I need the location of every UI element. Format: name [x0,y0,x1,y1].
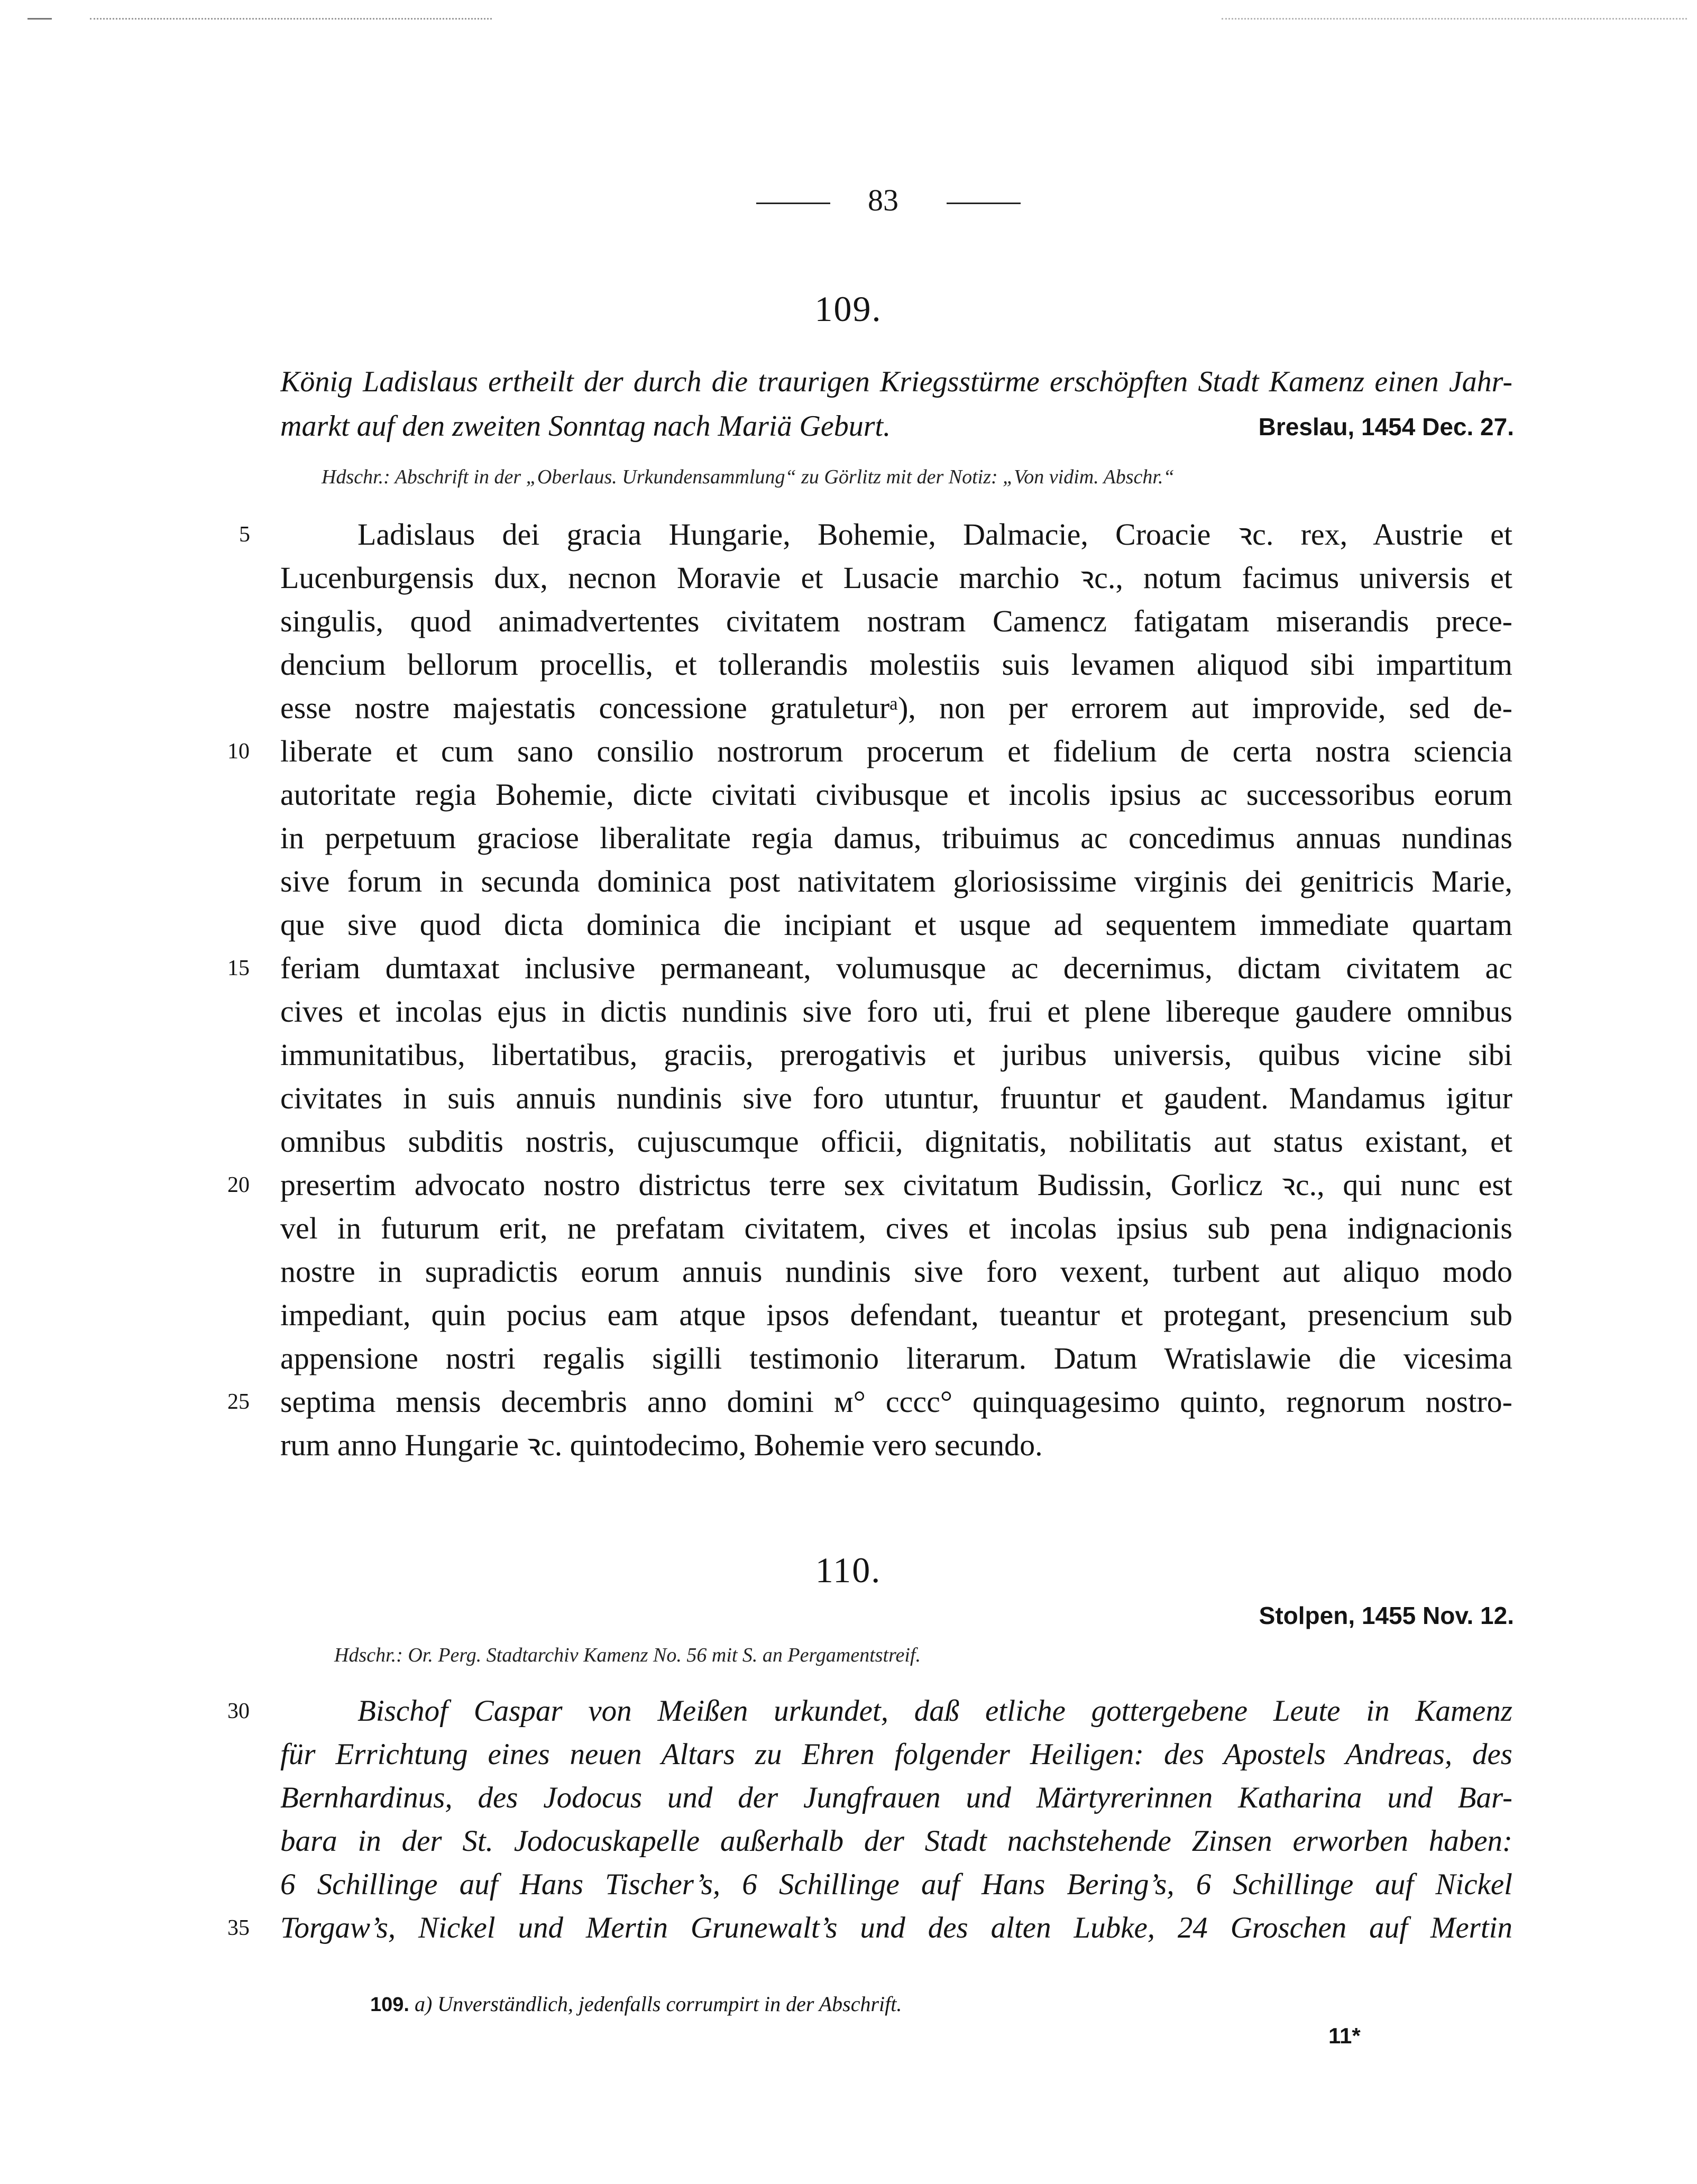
text-line: in perpetuum graciose liberalitate regia damus, tribuimus ac concedimus annuas nundinas [280,821,1512,855]
line-number: 5 [239,522,250,547]
text-line: singulis, quod animadvertentes civitatem nostram Camencz fatigatam miserandis prece- [280,604,1512,638]
footnote-ref: 109. [370,1994,409,2016]
text-line: sive forum in secunda dominica post nativitatem gloriosissime virginis dei genitricis Marie, [280,864,1512,898]
text-line: bara in der St. Jodocuskapelle außerhalb der Stadt nachstehende Zinsen erworben haben: [280,1824,1512,1858]
footnote [370,1992,902,2016]
text-line: liberate et cum sano consilio nostrorum procerum et fidelium de certa nostra sciencia [280,734,1512,768]
text-line: 6 Schillinge auf Hans Tischer’s, 6 Schillinge auf Hans Bering’s, 6 Schillinge auf Nickel [280,1868,1512,1901]
text-line: Bernhardinus, des Jodocus und der Jungfrauen und Märtyrerinnen Katharina und Bar- [280,1781,1512,1814]
line-number: 30 [227,1699,250,1723]
document-number-110: 110. [815,1550,882,1590]
text-line: esse nostre majestatis concessione gratuleturᵃ), non per errorem aut improvide, sed de- [280,691,1512,725]
text-line: für Errichtung eines neuen Altars zu Ehren folgender Heiligen: des Apostels Andreas, des [280,1738,1512,1771]
page-number-rule-right [947,203,1021,204]
text-line: Ladislaus dei gracia Hungarie, Bohemie, Dalmacie, Croacie ꝛc. rex, Austrie et [357,517,1512,552]
page-number: 83 [868,183,898,217]
text-line: vel in futurum erit, ne prefatam civitatem, cives et incolas ipsius sub pena indignacionis [280,1211,1512,1245]
date-109: Breslau, 1454 Dec. 27. [1258,413,1514,441]
date-110: Stolpen, 1455 Nov. 12. [1259,1602,1514,1629]
text-line: cives et incolas ejus in dictis nundinis sive foro uti, frui et plene libereque gaudere omnibus [280,994,1512,1029]
text-line: dencium bellorum procellis, et tollerandis molestiis suis levamen aliquod sibi impartitum [280,647,1512,682]
text-line: presertim advocato nostro districtus terre sex civitatum Budissin, Gorlicz ꝛc., qui nunc est [280,1168,1512,1202]
scan-edge-rule [1222,18,1687,20]
text-line: appensione nostri regalis sigilli testimonio literarum. Datum Wratislawie die vicesima [280,1341,1512,1375]
text-line: impediant, quin pocius eam atque ipsos defendant, tueantur et protegant, presencium sub [280,1298,1512,1332]
regest-109-line: König Ladislaus ertheilt der durch die traurigen Kriegsstürme erschöpften Stadt Kamenz einen Jahr- [280,365,1512,398]
page-number-rule-left [756,203,830,204]
text-line: Bischof Caspar von Meißen urkundet, daß etliche gottergebene Leute in Kamenz [357,1694,1512,1728]
scan-edge-rule [90,18,492,20]
regest-109-line: markt auf den zweiten Sonntag nach Mariä Geburt. [280,410,891,443]
text-line: immunitatibus, libertatibus, graciis, prerogativis et juribus universis, quibus vicine sibi [280,1038,1512,1072]
line-number: 15 [227,956,250,980]
line-number: 25 [227,1390,250,1414]
text-line: Lucenburgensis dux, necnon Moravie et Lusacie marchio ꝛc., notum facimus universis et [280,561,1512,595]
text-line: Torgaw’s, Nickel und Mertin Grunewalt’s und des alten Lubke, 24 Groschen auf Mertin [280,1911,1512,1944]
source-note-110: Hdschr.: Or. Perg. Stadtarchiv Kamenz No. 56 mit S. an Pergamentstreif. [334,1644,921,1666]
document-number-109: 109. [814,289,882,329]
text-line: omnibus subditis nostris, cujuscumque officii, dignitatis, nobilitatis aut status existant, et [280,1124,1512,1159]
text-line: autoritate regia Bohemie, dicte civitati civibusque et incolis ipsius ac successoribus eorum [280,777,1512,812]
text-line: rum anno Hungarie ꝛc. quintodecimo, Bohemie vero secundo. [280,1428,1043,1462]
text-line: nostre in supradictis eorum annuis nundinis sive foro vexent, turbent aut aliquo modo [280,1254,1512,1289]
line-number: 20 [227,1173,250,1197]
sheet-signature: 11* [1328,2023,1361,2048]
line-number: 35 [227,1916,250,1940]
footnote-text: a) Unverständlich, jedenfalls corrumpirt in der Abschrift. [414,1992,902,2016]
text-line: civitates in suis annuis nundinis sive foro utuntur, fruuntur et gaudent. Mandamus igitur [280,1081,1512,1115]
text-line: que sive quod dicta dominica die incipiant et usque ad sequentem immediate quartam [280,907,1512,942]
line-number: 10 [227,739,250,764]
text-line: septima mensis decembris anno domini ᴍ° cccc° quinquagesimo quinto, regnorum nostro- [280,1384,1512,1419]
text-line: feriam dumtaxat inclusive permaneant, volumusque ac decernimus, dictam civitatem ac [280,951,1512,985]
edge-mark [27,18,52,20]
source-note-109: Hdschr.: Abschrift in der „Oberlaus. Urkundensammlung“ zu Görlitz mit der Notiz: „Von vidim. Abschr.“ [322,466,1175,488]
